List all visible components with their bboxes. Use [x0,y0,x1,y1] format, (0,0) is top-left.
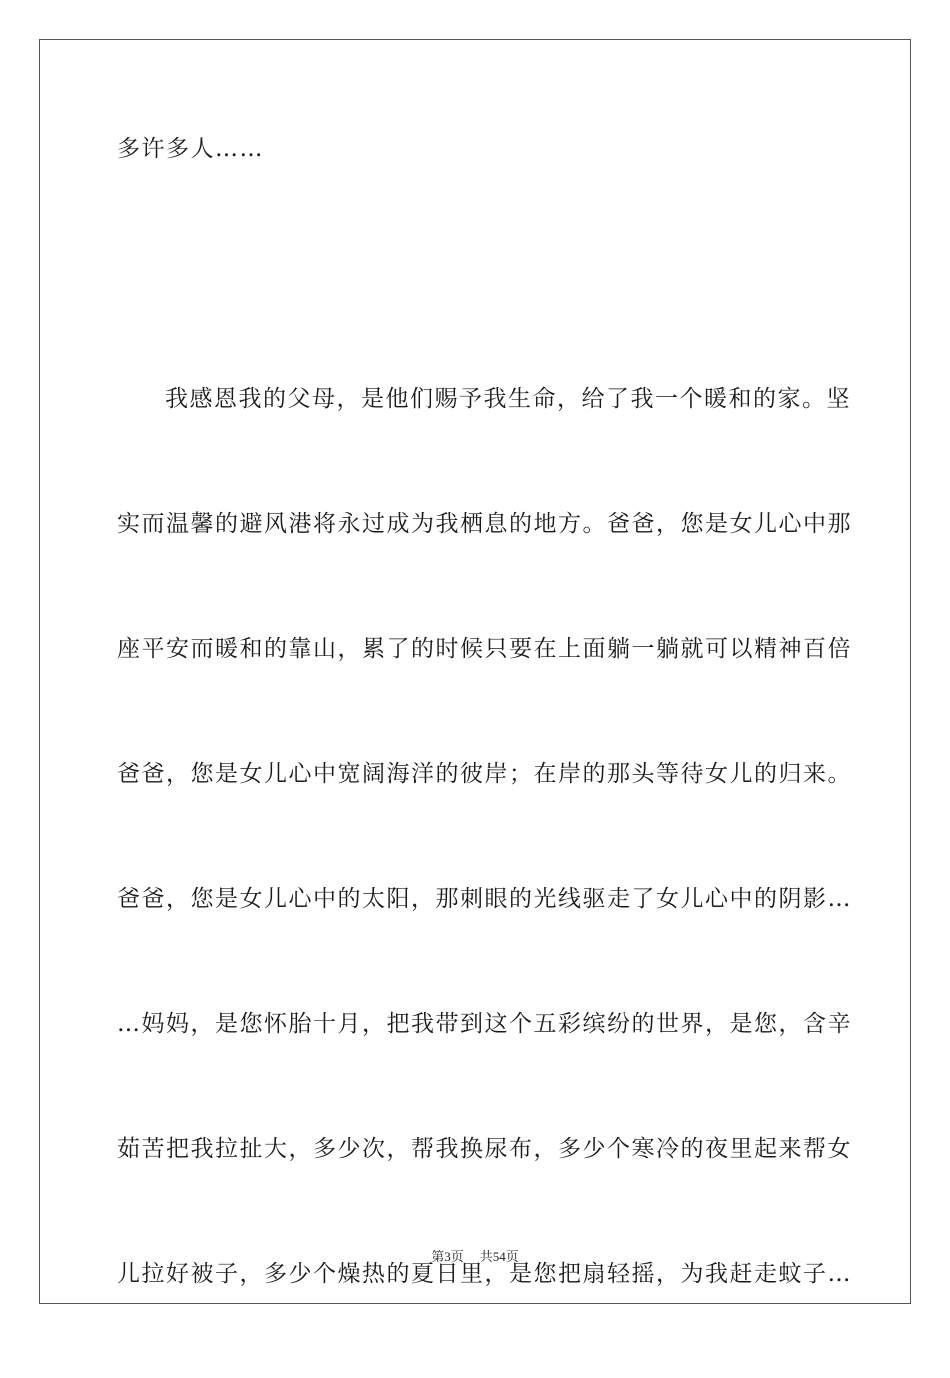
blank-line [117,253,837,378]
page-number: 第3页 [431,1249,464,1264]
text-line: 茹苦把我拉扯大，多少次，帮我换尿布，多少个寒冷的夜里起来帮女 [117,1136,852,1162]
total-pages: 共54页 [479,1249,519,1264]
page-footer [0,1246,950,1265]
document-body [117,128,852,1378]
text-line: 爸爸，您是女儿心中宽阔海洋的彼岸；在岸的那头等待女儿的归来。 [117,761,852,787]
text-line: 实而温馨的避风港将永过成为我栖息的地方。爸爸，您是女儿心中那 [117,511,852,537]
text-line: 座平安而暖和的靠山，累了的时候只要在上面躺一躺就可以精神百倍 [117,636,852,662]
paragraph-first-line: 我感恩我的父母，是他们赐予我生命，给了我一个暖和的家。坚 [165,386,851,412]
text-line: 儿拉好被子，多少个燥热的夏日里，是您把扇轻摇，为我赶走蚊子… [117,1261,852,1287]
text-line: 爸爸，您是女儿心中的太阳，那刺眼的光线驱走了女儿心中的阴影… [117,886,852,912]
text-line: …妈妈，是您怀胎十月，把我带到这个五彩缤纷的世界，是您，含辛 [117,1011,852,1037]
text-line: 多许多人…… [117,136,264,162]
